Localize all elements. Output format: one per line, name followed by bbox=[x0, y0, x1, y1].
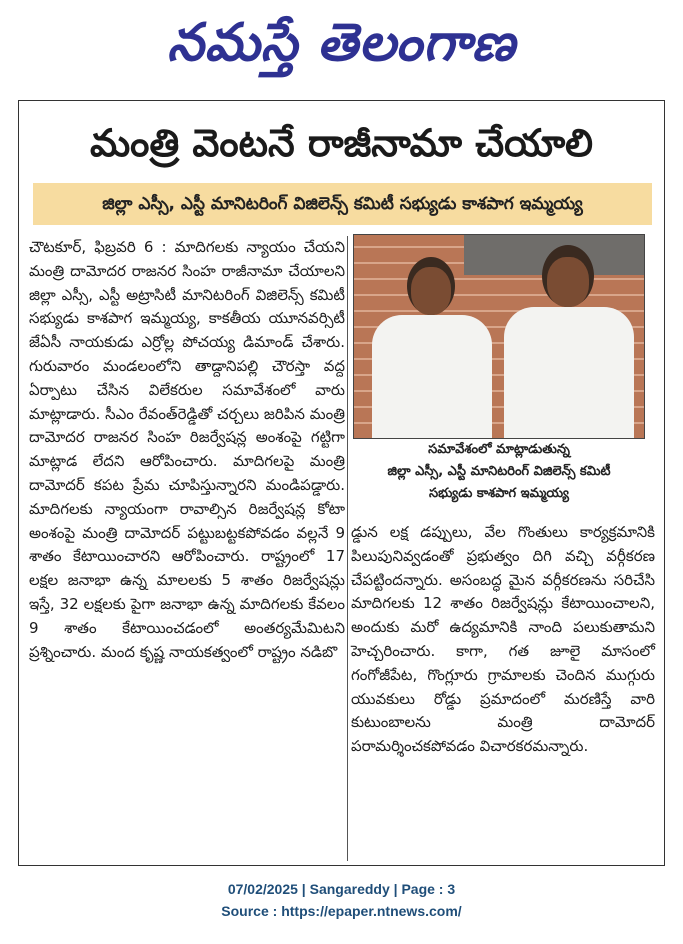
article-body-left-column: చౌటకూర్, ఫిబ్రవరి 6 : మాదిగలకు న్యాయం చేయని మంత్రి దామోదర రాజనర సింహ రాజీనామా చేయాలని జిల్లా ఎస్సీ, ఎస్టీ అట్రాసిటీ మానిటరింగ్ విజిలెన్స్ కమిటీ సభ్యుడు కాశపాగ ఇమ్మయ్య, కాకతీయ యూనవర్సిటీ జేఏసీ నాయకుడు ఎర్రోల్ల పోచయ్య డిమాండ్ చేశారు. గురువారం మండలంలోని తాడ్దానిపల్లి చౌరస్తా వద్ద ఏర్పాటు చేసిన విలేకరుల సమావేశంలో వారు మాట్లాడారు. సీఎం రేవంత్‌రెడ్డితో చర్చలు జరిపిన మంత్రి దామోదర రాజనర సింహ రిజర్వేషన్ల అంశంపై గట్టిగా మాట్లాడ లేదని ఆరోపించారు. మాదిగలపై మంత్రి దామోదర్ కపట ప్రేమ చూపిస్తున్నారని మండిపడ్డారు. మాదిగలకు న్యాయంగా రావాల్సిన రిజర్వేషన్ల కోటా అంశంపై మంత్రి దామోదర్ పట్టుబట్టకపోవడం వల్లనే 9 శాతం కేటాయించారని ఆరోపించారు. రాష్ట్రంలో 17 లక్షల జనాభా ఉన్న మాలలకు 5 శాతం రిజర్వేషన్లు ఇస్తే, 32 లక్షలకు పైగా జనాభా ఉన్న మాదిగలకు కేవలం 9 శాతం కేటాయించడంలో అంతర్యమేమిటని ప్రశ్నించారు. మంద కృష్ణ నాయకత్వంలో రాష్ట్రం నడిబొ bbox=[29, 238, 345, 661]
edition-info: 07/02/2025 | Sangareddy | Page : 3 bbox=[227, 881, 456, 897]
photo-caption-line3: సభ్యుడు కాశపాగ ఇమ్మయ్య bbox=[429, 486, 569, 501]
column-divider bbox=[347, 236, 348, 861]
photo-caption-line2: జిల్లా ఎస్సీ, ఎస్టీ మానిటరింగ్ విజిలెన్స్ కమిటీ bbox=[387, 464, 611, 479]
article-subheadline: జిల్లా ఎస్సీ, ఎస్టీ మానిటరింగ్ విజిలెన్స్ కమిటీ సభ్యుడు కాశపాగ ఇమ్మయ్య bbox=[33, 183, 652, 225]
article-body-right-column: డ్డున లక్ష డప్పులు, వేల గొంతులు కార్యక్రమానికి పిలుపునివ్వడంతో ప్రభుత్వం దిగి వచ్చి వర్గీకరణ చేపట్టిందన్నారు. అసంబద్ధ మైన వర్గీకరణను సరిచేసి మాదిగలకు 12 శాతం రిజర్వేషన్లు కేటాయించాలని, అందుకు మరో ఉద్యమానికి నాంది పలుకుతామని హెచ్చరించారు. కాగా, గత జూలై మాసంలో గంగోజీపేట, గొంగ్లూరు గ్రామాలకు చెందిన ముగ్గురు యువకులు రోడ్డు ప్రమాదంలో మరణిస్తే వారి కుటుంబాలను మంత్రి దామోదర్ పరామర్శించకపోవడం విచారకరమన్నారు. bbox=[351, 523, 655, 756]
photo-person-left bbox=[372, 257, 492, 439]
photo-caption-line1: సమావేశంలో మాట్లాడుతున్న bbox=[428, 442, 570, 457]
article-photo bbox=[353, 234, 645, 439]
photo-caption bbox=[353, 439, 645, 509]
source-link[interactable]: Source : https://epaper.ntnews.com/ bbox=[221, 903, 462, 919]
page-footer bbox=[0, 878, 683, 922]
photo-person-right bbox=[504, 245, 634, 439]
article-frame bbox=[18, 100, 665, 866]
article-headline: మంత్రి వెంటనే రాజీనామా చేయాలి bbox=[89, 121, 594, 165]
newspaper-masthead: నమస్తే తెలంగాణ bbox=[167, 12, 516, 73]
